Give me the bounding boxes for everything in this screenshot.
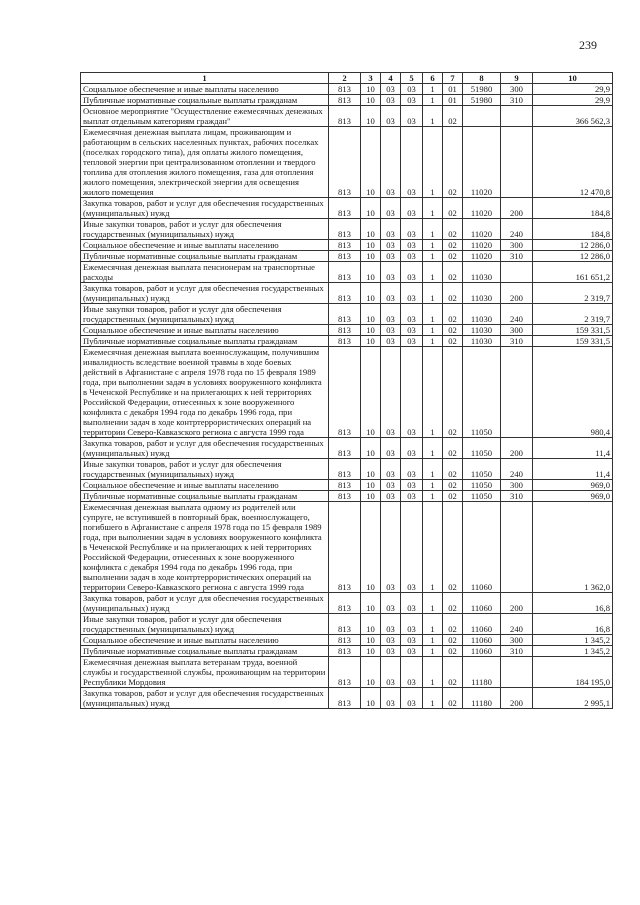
row-code-cell: 02 (443, 491, 463, 502)
row-code-cell: 10 (361, 240, 381, 251)
row-code-cell: 02 (443, 336, 463, 347)
row-amount-cell: 11,4 (533, 438, 613, 459)
row-name-cell: Социальное обеспечение и иные выплаты населению (81, 480, 329, 491)
row-code-cell: 02 (443, 304, 463, 325)
row-code-cell: 813 (329, 251, 361, 262)
row-code-cell (501, 347, 533, 438)
table-row (81, 480, 613, 491)
row-code-cell: 02 (443, 502, 463, 593)
row-code-cell: 10 (361, 304, 381, 325)
row-code-cell: 10 (361, 219, 381, 240)
row-code-cell: 1 (423, 240, 443, 251)
row-code-cell (501, 127, 533, 198)
row-code-cell: 02 (443, 593, 463, 614)
column-header-2: 2 (329, 73, 361, 84)
table-row (81, 646, 613, 657)
row-code-cell: 10 (361, 347, 381, 438)
row-code-cell: 813 (329, 325, 361, 336)
row-code-cell: 1 (423, 198, 443, 219)
row-code-cell: 11020 (463, 127, 501, 198)
row-code-cell: 11050 (463, 459, 501, 480)
row-code-cell: 11030 (463, 262, 501, 283)
row-code-cell: 11050 (463, 347, 501, 438)
row-code-cell: 310 (501, 491, 533, 502)
row-amount-cell: 969,0 (533, 491, 613, 502)
row-code-cell: 1 (423, 646, 443, 657)
row-code-cell: 03 (381, 657, 401, 688)
row-code-cell: 03 (381, 283, 401, 304)
row-code-cell: 1 (423, 480, 443, 491)
row-code-cell: 03 (381, 127, 401, 198)
row-code-cell: 03 (401, 347, 423, 438)
row-code-cell: 10 (361, 688, 381, 709)
column-header-3: 3 (361, 73, 381, 84)
row-amount-cell: 29,9 (533, 84, 613, 95)
row-amount-cell: 12 286,0 (533, 251, 613, 262)
row-code-cell: 813 (329, 502, 361, 593)
row-name-cell: Ежемесячная денежная выплата пенсионерам на транспортные расходы (81, 262, 329, 283)
row-name-cell: Социальное обеспечение и иные выплаты населению (81, 84, 329, 95)
row-code-cell: 1 (423, 502, 443, 593)
row-code-cell: 03 (381, 480, 401, 491)
row-code-cell: 10 (361, 480, 381, 491)
row-code-cell: 1 (423, 336, 443, 347)
row-code-cell: 240 (501, 219, 533, 240)
row-code-cell: 200 (501, 593, 533, 614)
row-code-cell: 02 (443, 688, 463, 709)
row-code-cell: 11050 (463, 480, 501, 491)
table-row (81, 347, 613, 438)
row-code-cell: 813 (329, 106, 361, 127)
row-code-cell: 03 (401, 502, 423, 593)
table-row (81, 491, 613, 502)
row-code-cell: 200 (501, 198, 533, 219)
row-code-cell: 11020 (463, 219, 501, 240)
row-code-cell: 03 (381, 262, 401, 283)
row-code-cell: 02 (443, 657, 463, 688)
row-code-cell: 02 (443, 480, 463, 491)
row-code-cell: 10 (361, 198, 381, 219)
row-code-cell: 200 (501, 283, 533, 304)
row-code-cell: 813 (329, 262, 361, 283)
row-code-cell: 240 (501, 614, 533, 635)
row-code-cell: 310 (501, 646, 533, 657)
row-code-cell: 310 (501, 251, 533, 262)
row-amount-cell: 1 345,2 (533, 646, 613, 657)
table-row (81, 502, 613, 593)
table-row (81, 95, 613, 106)
table-row (81, 251, 613, 262)
row-amount-cell: 11,4 (533, 459, 613, 480)
row-code-cell: 03 (381, 646, 401, 657)
row-code-cell: 02 (443, 283, 463, 304)
row-name-cell: Закупка товаров, работ и услуг для обеспечения государственных (муниципальных) нужд (81, 198, 329, 219)
row-code-cell: 03 (401, 127, 423, 198)
table-row (81, 325, 613, 336)
column-header-8: 8 (463, 73, 501, 84)
row-code-cell: 10 (361, 635, 381, 646)
row-code-cell: 03 (381, 240, 401, 251)
row-name-cell: Основное мероприятие "Осуществление ежемесячных денежных выплат отдельным категориям граждан" (81, 106, 329, 127)
page-number: 239 (579, 38, 597, 52)
row-code-cell: 03 (381, 502, 401, 593)
row-name-cell: Социальное обеспечение и иные выплаты населению (81, 325, 329, 336)
row-code-cell: 03 (381, 688, 401, 709)
row-code-cell: 11030 (463, 325, 501, 336)
row-name-cell: Иные закупки товаров, работ и услуг для обеспечения государственных (муниципальных) нужд (81, 219, 329, 240)
row-code-cell (501, 657, 533, 688)
row-code-cell: 11050 (463, 491, 501, 502)
row-code-cell (501, 262, 533, 283)
row-code-cell: 10 (361, 459, 381, 480)
row-code-cell: 1 (423, 325, 443, 336)
row-name-cell: Публичные нормативные социальные выплаты гражданам (81, 251, 329, 262)
row-code-cell: 11060 (463, 635, 501, 646)
row-code-cell: 10 (361, 614, 381, 635)
row-code-cell (463, 106, 501, 127)
row-code-cell: 1 (423, 688, 443, 709)
row-code-cell: 03 (401, 304, 423, 325)
row-code-cell: 813 (329, 593, 361, 614)
row-amount-cell: 159 331,5 (533, 325, 613, 336)
row-code-cell: 03 (381, 106, 401, 127)
row-code-cell: 10 (361, 84, 381, 95)
row-code-cell: 813 (329, 480, 361, 491)
row-code-cell: 03 (401, 646, 423, 657)
row-code-cell: 11020 (463, 240, 501, 251)
row-code-cell: 813 (329, 459, 361, 480)
table-header-row (81, 73, 613, 84)
row-code-cell: 1 (423, 593, 443, 614)
row-code-cell: 10 (361, 336, 381, 347)
row-code-cell: 03 (401, 283, 423, 304)
row-code-cell: 813 (329, 635, 361, 646)
row-code-cell: 03 (401, 593, 423, 614)
table-row (81, 657, 613, 688)
row-code-cell: 02 (443, 262, 463, 283)
table-row (81, 459, 613, 480)
row-code-cell: 813 (329, 283, 361, 304)
row-code-cell: 200 (501, 688, 533, 709)
row-code-cell: 1 (423, 127, 443, 198)
row-code-cell: 310 (501, 336, 533, 347)
table-row (81, 614, 613, 635)
row-name-cell: Иные закупки товаров, работ и услуг для обеспечения государственных (муниципальных) нужд (81, 304, 329, 325)
table-row (81, 198, 613, 219)
row-amount-cell: 2 319,7 (533, 304, 613, 325)
row-code-cell: 03 (381, 336, 401, 347)
row-code-cell: 813 (329, 491, 361, 502)
row-code-cell: 1 (423, 347, 443, 438)
row-name-cell: Закупка товаров, работ и услуг для обеспечения государственных (муниципальных) нужд (81, 688, 329, 709)
row-code-cell: 10 (361, 593, 381, 614)
row-amount-cell: 2 995,1 (533, 688, 613, 709)
row-code-cell: 11050 (463, 438, 501, 459)
row-code-cell: 03 (381, 614, 401, 635)
row-code-cell: 03 (401, 251, 423, 262)
table-row (81, 127, 613, 198)
row-amount-cell: 16,8 (533, 614, 613, 635)
row-code-cell: 03 (381, 593, 401, 614)
table-row (81, 84, 613, 95)
row-code-cell: 03 (381, 95, 401, 106)
row-code-cell: 10 (361, 646, 381, 657)
row-amount-cell: 184,8 (533, 219, 613, 240)
row-name-cell: Иные закупки товаров, работ и услуг для обеспечения государственных (муниципальных) нужд (81, 614, 329, 635)
row-code-cell: 03 (401, 657, 423, 688)
row-code-cell: 1 (423, 219, 443, 240)
row-code-cell: 02 (443, 127, 463, 198)
row-amount-cell: 12 470,8 (533, 127, 613, 198)
row-code-cell: 813 (329, 646, 361, 657)
row-code-cell: 10 (361, 95, 381, 106)
row-name-cell: Публичные нормативные социальные выплаты гражданам (81, 491, 329, 502)
row-code-cell: 02 (443, 347, 463, 438)
row-code-cell: 11060 (463, 593, 501, 614)
row-code-cell: 1 (423, 438, 443, 459)
row-code-cell: 1 (423, 106, 443, 127)
row-code-cell: 03 (381, 198, 401, 219)
row-code-cell: 10 (361, 438, 381, 459)
column-header-4: 4 (381, 73, 401, 84)
row-code-cell: 03 (401, 95, 423, 106)
row-name-cell: Ежемесячная денежная выплата лицам, проживающим и работающим в сельских населенных пунктах, рабочих поселках (поселках городского типа), для оплаты жилого помещения, тепловой энергии при централизованном отоплении и твердого топлива для отопления жилого помещения, газа для отопления жилого помещения, электрической энергии для освещения жилого помещения (81, 127, 329, 198)
row-code-cell: 300 (501, 480, 533, 491)
row-code-cell: 03 (401, 336, 423, 347)
row-code-cell: 10 (361, 657, 381, 688)
row-code-cell: 03 (401, 491, 423, 502)
row-amount-cell: 980,4 (533, 347, 613, 438)
row-code-cell: 02 (443, 240, 463, 251)
table-row (81, 688, 613, 709)
row-code-cell: 10 (361, 325, 381, 336)
row-amount-cell: 12 286,0 (533, 240, 613, 251)
row-code-cell: 1 (423, 491, 443, 502)
row-amount-cell: 366 562,3 (533, 106, 613, 127)
row-code-cell: 11020 (463, 251, 501, 262)
row-code-cell: 813 (329, 614, 361, 635)
row-code-cell: 03 (381, 459, 401, 480)
row-code-cell: 03 (401, 635, 423, 646)
row-code-cell: 03 (381, 635, 401, 646)
row-code-cell: 11060 (463, 646, 501, 657)
row-code-cell: 1 (423, 262, 443, 283)
row-code-cell: 03 (401, 614, 423, 635)
table-row (81, 283, 613, 304)
table-row (81, 438, 613, 459)
row-code-cell: 03 (381, 347, 401, 438)
column-header-6: 6 (423, 73, 443, 84)
row-code-cell: 1 (423, 304, 443, 325)
row-code-cell: 02 (443, 325, 463, 336)
row-code-cell: 02 (443, 438, 463, 459)
row-amount-cell: 969,0 (533, 480, 613, 491)
row-amount-cell: 1 362,0 (533, 502, 613, 593)
row-code-cell: 11030 (463, 304, 501, 325)
row-code-cell: 1 (423, 95, 443, 106)
row-code-cell: 10 (361, 491, 381, 502)
row-name-cell: Публичные нормативные социальные выплаты гражданам (81, 336, 329, 347)
column-header-5: 5 (401, 73, 423, 84)
row-amount-cell: 16,8 (533, 593, 613, 614)
row-code-cell: 813 (329, 240, 361, 251)
row-code-cell: 03 (381, 304, 401, 325)
row-code-cell: 51980 (463, 95, 501, 106)
row-code-cell: 813 (329, 198, 361, 219)
table-row (81, 106, 613, 127)
row-name-cell: Ежемесячная денежная выплата военнослужащим, получившим инвалидность вследствие военной травмы в ходе боевых действий в Афганистане с апреля 1978 года по 15 февраля 1989 года, при выполнении задач в условиях вооруженного конфликта в Чеченской Республике и на прилегающих к ней территориях Российской Федерации, отнесенных к зоне вооруженного конфликта с декабря 1994 года по декабрь 1996 года, при выполнении задач в ходе контртеррористических операций на территории Северо-Кавказского региона с августа 1999 года (81, 347, 329, 438)
row-name-cell: Иные закупки товаров, работ и услуг для обеспечения государственных (муниципальных) нужд (81, 459, 329, 480)
row-code-cell: 01 (443, 84, 463, 95)
row-code-cell: 02 (443, 251, 463, 262)
column-header-10: 10 (533, 73, 613, 84)
row-name-cell: Ежемесячная денежная выплата ветеранам труда, военной службы и государственной службы, проживающим на территории Республики Мордовия (81, 657, 329, 688)
table-body (81, 84, 613, 709)
row-code-cell: 03 (401, 240, 423, 251)
row-code-cell: 10 (361, 251, 381, 262)
row-amount-cell: 161 651,2 (533, 262, 613, 283)
row-code-cell: 10 (361, 502, 381, 593)
row-code-cell: 10 (361, 106, 381, 127)
row-name-cell: Закупка товаров, работ и услуг для обеспечения государственных (муниципальных) нужд (81, 438, 329, 459)
row-code-cell: 03 (401, 438, 423, 459)
row-code-cell: 03 (381, 491, 401, 502)
row-code-cell (501, 502, 533, 593)
row-code-cell: 1 (423, 657, 443, 688)
row-code-cell: 1 (423, 614, 443, 635)
row-code-cell: 1 (423, 459, 443, 480)
row-code-cell: 51980 (463, 84, 501, 95)
row-amount-cell: 184,8 (533, 198, 613, 219)
row-code-cell: 813 (329, 304, 361, 325)
row-name-cell: Публичные нормативные социальные выплаты гражданам (81, 646, 329, 657)
row-code-cell: 813 (329, 127, 361, 198)
row-code-cell: 240 (501, 459, 533, 480)
row-code-cell: 813 (329, 84, 361, 95)
row-name-cell: Закупка товаров, работ и услуг для обеспечения государственных (муниципальных) нужд (81, 593, 329, 614)
table-row (81, 240, 613, 251)
row-code-cell: 300 (501, 325, 533, 336)
column-header-9: 9 (501, 73, 533, 84)
column-header-7: 7 (443, 73, 463, 84)
row-code-cell: 200 (501, 438, 533, 459)
row-code-cell: 03 (401, 459, 423, 480)
table-row (81, 336, 613, 347)
row-code-cell: 01 (443, 95, 463, 106)
row-code-cell: 813 (329, 438, 361, 459)
row-code-cell: 02 (443, 198, 463, 219)
row-code-cell: 10 (361, 283, 381, 304)
column-header-1: 1 (81, 73, 329, 84)
row-code-cell: 11180 (463, 688, 501, 709)
row-code-cell: 03 (401, 84, 423, 95)
row-code-cell: 1 (423, 251, 443, 262)
row-code-cell: 813 (329, 657, 361, 688)
row-name-cell: Ежемесячная денежная выплата одному из родителей или супруге, не вступившей в повторный брак, военнослужащего, погибшего в Афганистане с апреля 1978 года по 15 февраля 1989 года, при выполнении задач в условиях вооруженного конфликта в Чеченской Республике и на прилегающих к ней территориях Российской Федерации, отнесенных к зоне вооруженного конфликта с декабря 1994 года по декабрь 1996 года, при выполнении задач в ходе контртеррористических операций на территории Северо-Кавказского региона с августа 1999 года (81, 502, 329, 593)
row-code-cell: 03 (381, 325, 401, 336)
row-code-cell: 03 (381, 438, 401, 459)
table-row (81, 262, 613, 283)
row-code-cell: 03 (401, 262, 423, 283)
row-code-cell: 03 (401, 480, 423, 491)
row-code-cell: 03 (381, 219, 401, 240)
row-name-cell: Закупка товаров, работ и услуг для обеспечения государственных (муниципальных) нужд (81, 283, 329, 304)
row-name-cell: Социальное обеспечение и иные выплаты населению (81, 240, 329, 251)
row-code-cell: 10 (361, 262, 381, 283)
row-code-cell: 03 (401, 106, 423, 127)
row-amount-cell: 159 331,5 (533, 336, 613, 347)
row-code-cell: 11180 (463, 657, 501, 688)
row-code-cell: 310 (501, 95, 533, 106)
row-code-cell: 813 (329, 688, 361, 709)
row-code-cell: 03 (401, 219, 423, 240)
row-code-cell: 02 (443, 635, 463, 646)
row-code-cell (501, 106, 533, 127)
row-code-cell: 813 (329, 336, 361, 347)
budget-table (80, 72, 613, 709)
table-row (81, 635, 613, 646)
row-code-cell: 02 (443, 646, 463, 657)
row-code-cell: 03 (401, 688, 423, 709)
table-row (81, 304, 613, 325)
row-code-cell: 11020 (463, 198, 501, 219)
row-code-cell: 02 (443, 106, 463, 127)
row-code-cell: 02 (443, 614, 463, 635)
row-code-cell: 300 (501, 635, 533, 646)
row-amount-cell: 184 195,0 (533, 657, 613, 688)
row-code-cell: 02 (443, 459, 463, 480)
table-row (81, 219, 613, 240)
row-amount-cell: 29,9 (533, 95, 613, 106)
row-code-cell: 10 (361, 127, 381, 198)
row-code-cell: 1 (423, 84, 443, 95)
row-code-cell: 11030 (463, 283, 501, 304)
row-amount-cell: 1 345,2 (533, 635, 613, 646)
row-name-cell: Публичные нормативные социальные выплаты гражданам (81, 95, 329, 106)
row-code-cell: 300 (501, 240, 533, 251)
row-code-cell: 02 (443, 219, 463, 240)
row-code-cell: 1 (423, 635, 443, 646)
row-code-cell: 03 (401, 198, 423, 219)
row-code-cell: 813 (329, 95, 361, 106)
row-code-cell: 813 (329, 219, 361, 240)
row-code-cell: 813 (329, 347, 361, 438)
row-name-cell: Социальное обеспечение и иные выплаты населению (81, 635, 329, 646)
row-code-cell: 11060 (463, 614, 501, 635)
row-code-cell: 03 (401, 325, 423, 336)
row-amount-cell: 2 319,7 (533, 283, 613, 304)
row-code-cell: 03 (381, 84, 401, 95)
row-code-cell: 11030 (463, 336, 501, 347)
row-code-cell: 1 (423, 283, 443, 304)
row-code-cell: 03 (381, 251, 401, 262)
row-code-cell: 300 (501, 84, 533, 95)
row-code-cell: 240 (501, 304, 533, 325)
table-row (81, 593, 613, 614)
row-code-cell: 11060 (463, 502, 501, 593)
